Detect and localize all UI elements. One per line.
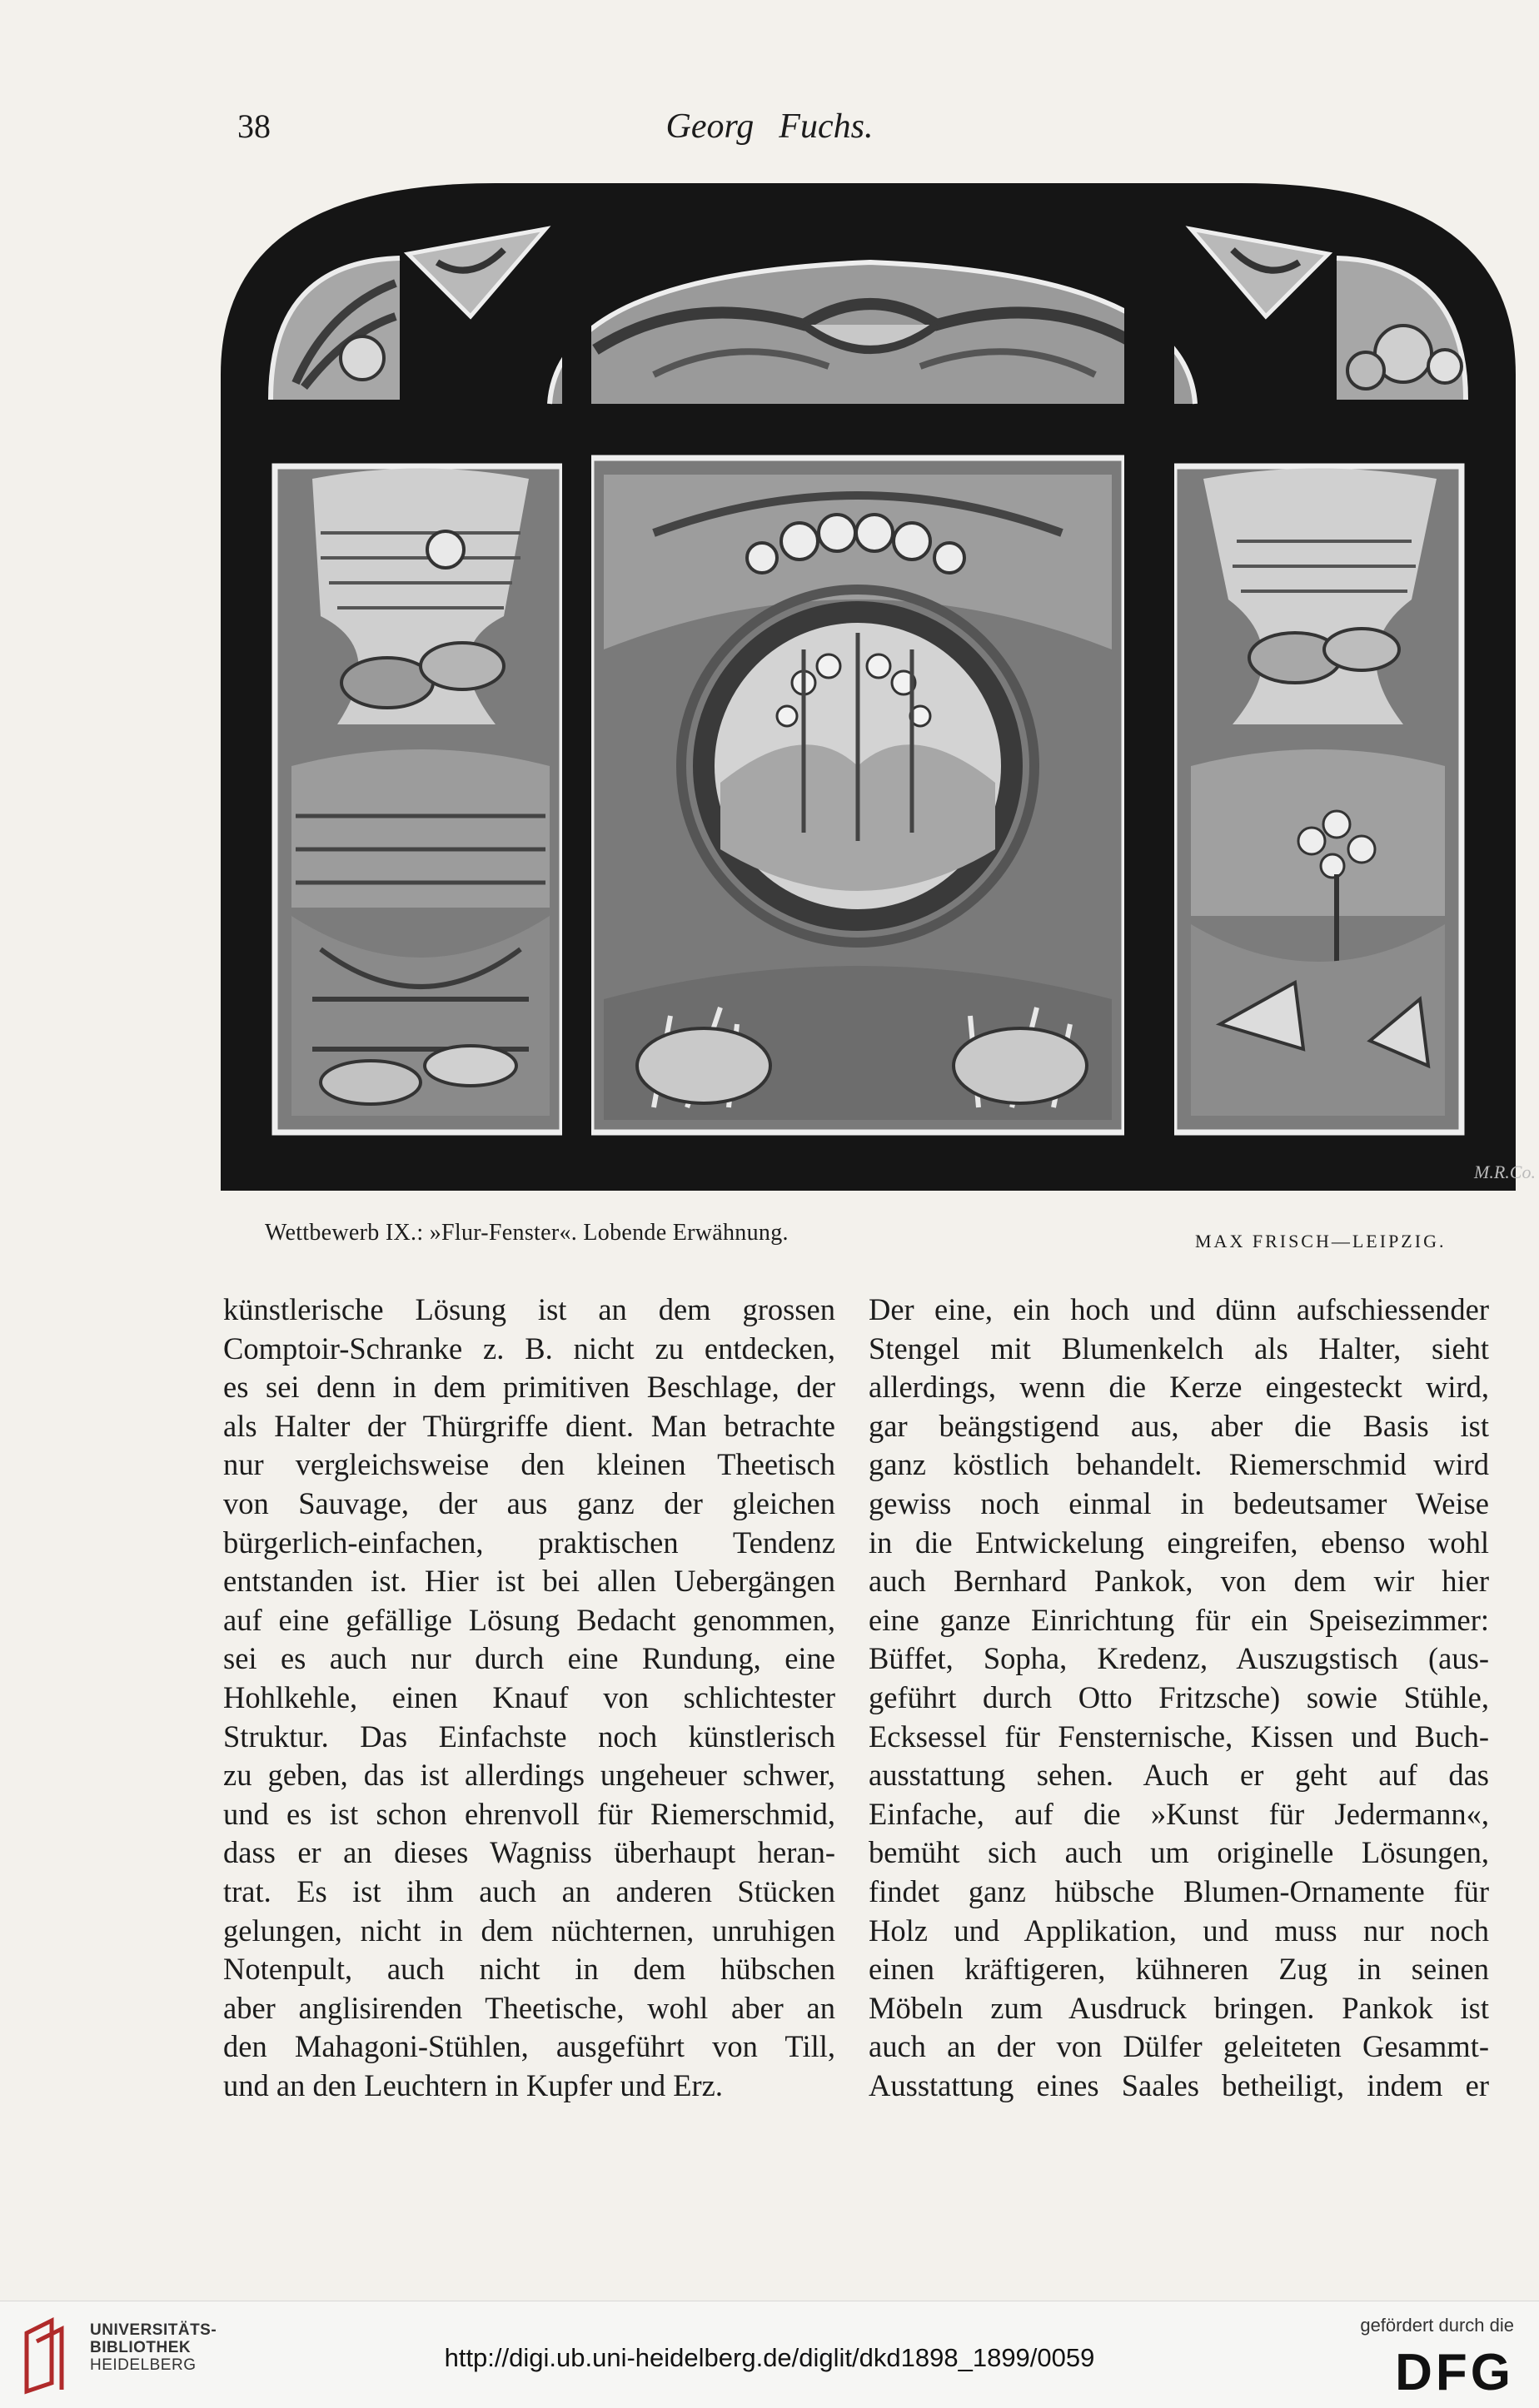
text-line: auch an der von Dülfer geleiteten Gesammt- bbox=[869, 2029, 1489, 2064]
digitization-footer bbox=[0, 2301, 1539, 2408]
text-line: ausstattung sehen. Auch er geht auf das bbox=[869, 1758, 1489, 1793]
text-line: geführt durch Otto Fritzsche) sowie Stühle, bbox=[869, 1679, 1489, 1714]
text-line: entstanden ist. Hier ist bei allen Uebergängen bbox=[223, 1564, 835, 1599]
text-line: gar beängstigend aus, aber die Basis ist bbox=[869, 1408, 1489, 1443]
funding-label: gefördert durch die bbox=[1360, 2315, 1514, 2336]
text-line: bemüht sich auch um originelle Lösungen, bbox=[869, 1835, 1489, 1870]
text-line: aber anglisirenden Theetische, wohl aber an bbox=[223, 1990, 835, 2025]
panel-left bbox=[275, 466, 562, 1132]
text-line: Ausstattung eines Saales betheiligt, indem er bbox=[869, 2067, 1489, 2102]
dfg-logo: DFG bbox=[1395, 2344, 1514, 2401]
text-line: Ecksessel für Fensternische, Kissen und Buch- bbox=[869, 1719, 1489, 1754]
text-line: einen kräftigeren, kühneren Zug in seinen bbox=[869, 1952, 1489, 1987]
text-line: und es ist schon ehrenvoll für Riemerschmid, bbox=[223, 1796, 835, 1831]
figure-credit: MAX FRISCH—LEIPZIG. bbox=[1195, 1231, 1447, 1251]
running-head-author: Georg bbox=[665, 107, 755, 146]
plate-signature: M.R.Co. bbox=[1474, 1162, 1536, 1182]
text-line: den Mahagoni-Stühlen, ausgeführt von Till, bbox=[223, 2029, 835, 2064]
permalink-url[interactable]: http://digi.ub.uni-heidelberg.de/diglit/dkd1898_1899/0059 bbox=[444, 2343, 1095, 2372]
text-line: Büffet, Sopha, Kredenz, Auszugstisch (aus- bbox=[869, 1641, 1489, 1676]
text-line: auf eine gefällige Lösung Bedacht genommen, bbox=[223, 1602, 835, 1637]
running-head-author-rest: Fuchs. bbox=[779, 107, 874, 146]
figure-caption: Wettbewerb IX.: »Flur-Fenster«. Lobende Erwähnung. bbox=[265, 1220, 789, 1246]
text-line: Notenpult, auch nicht in dem hübschen bbox=[223, 1952, 835, 1987]
text-line: künstlerische Lösung ist an dem grossen bbox=[223, 1292, 835, 1326]
text-line: gelungen, nicht in dem nüchternen, unruhigen bbox=[223, 1913, 835, 1948]
text-line: gewiss noch einmal in bedeutsamer Weise bbox=[869, 1485, 1489, 1520]
text-line: von Sauvage, der aus ganz der gleichen bbox=[223, 1485, 835, 1520]
text-line: auch Bernhard Pankok, von dem wir hier bbox=[869, 1564, 1489, 1599]
library-name-line: HEIDELBERG bbox=[90, 2356, 197, 2374]
library-name-line: UNIVERSITÄTS- bbox=[90, 2321, 217, 2339]
text-line: sei es auch nur durch eine Rundung, eine bbox=[223, 1641, 835, 1676]
text-column-left bbox=[223, 1291, 835, 2105]
text-line: allerdings, wenn die Kerze eingesteckt wird, bbox=[869, 1370, 1489, 1405]
text-line: Comptoir-Schranke z. B. nicht zu entdecken, bbox=[223, 1331, 835, 1366]
text-line: Stengel mit Blumenkelch als Halter, sieht bbox=[869, 1331, 1489, 1366]
text-line: Hohlkehle, einen Knauf von schlichtester bbox=[223, 1679, 835, 1714]
text-line: und an den Leuchtern in Kupfer und Erz. bbox=[223, 2067, 724, 2102]
running-head bbox=[0, 107, 1539, 147]
text-line: zu geben, das ist allerdings ungeheuer schwer, bbox=[223, 1758, 835, 1793]
stained-glass-window-plate bbox=[221, 183, 1536, 1191]
text-line: bürgerlich-einfachen, praktischen Tendenz bbox=[223, 1525, 835, 1560]
text-line: dass er an dieses Wagniss überhaupt heran- bbox=[223, 1835, 835, 1870]
text-line: Möbeln zum Ausdruck bringen. Pankok ist bbox=[869, 1990, 1489, 2025]
text-line: es sei denn in dem primitiven Beschlage, der bbox=[223, 1370, 835, 1405]
text-line: Holz und Applikation, und muss nur noch bbox=[869, 1913, 1489, 1948]
panel-right bbox=[1174, 466, 1462, 1132]
page-number: 38 bbox=[237, 107, 271, 145]
text-line: nur vergleichsweise den kleinen Theetisch bbox=[223, 1447, 835, 1482]
text-line: Struktur. Das Einfachste noch künstlerisch bbox=[223, 1719, 835, 1754]
library-name-line: BIBLIOTHEK bbox=[90, 2339, 192, 2356]
text-column-right bbox=[869, 1291, 1489, 2105]
panel-center bbox=[591, 458, 1124, 1132]
text-line: in die Entwickelung eingreifen, ebenso wohl bbox=[869, 1525, 1489, 1560]
text-line: Einfache, auf die »Kunst für Jedermann«, bbox=[869, 1796, 1489, 1831]
text-line: Der eine, ein hoch und dünn aufschiessender bbox=[869, 1292, 1489, 1326]
text-line: ganz köstlich behandelt. Riemerschmid wird bbox=[869, 1447, 1489, 1482]
text-line: trat. Es ist ihm auch an anderen Stücken bbox=[223, 1873, 835, 1908]
text-line: als Halter der Thürgriffe dient. Man betrachte bbox=[223, 1408, 835, 1443]
text-line: eine ganze Einrichtung für ein Speisezimmer: bbox=[869, 1602, 1489, 1637]
text-line: findet ganz hübsche Blumen-Ornamente für bbox=[869, 1873, 1489, 1908]
